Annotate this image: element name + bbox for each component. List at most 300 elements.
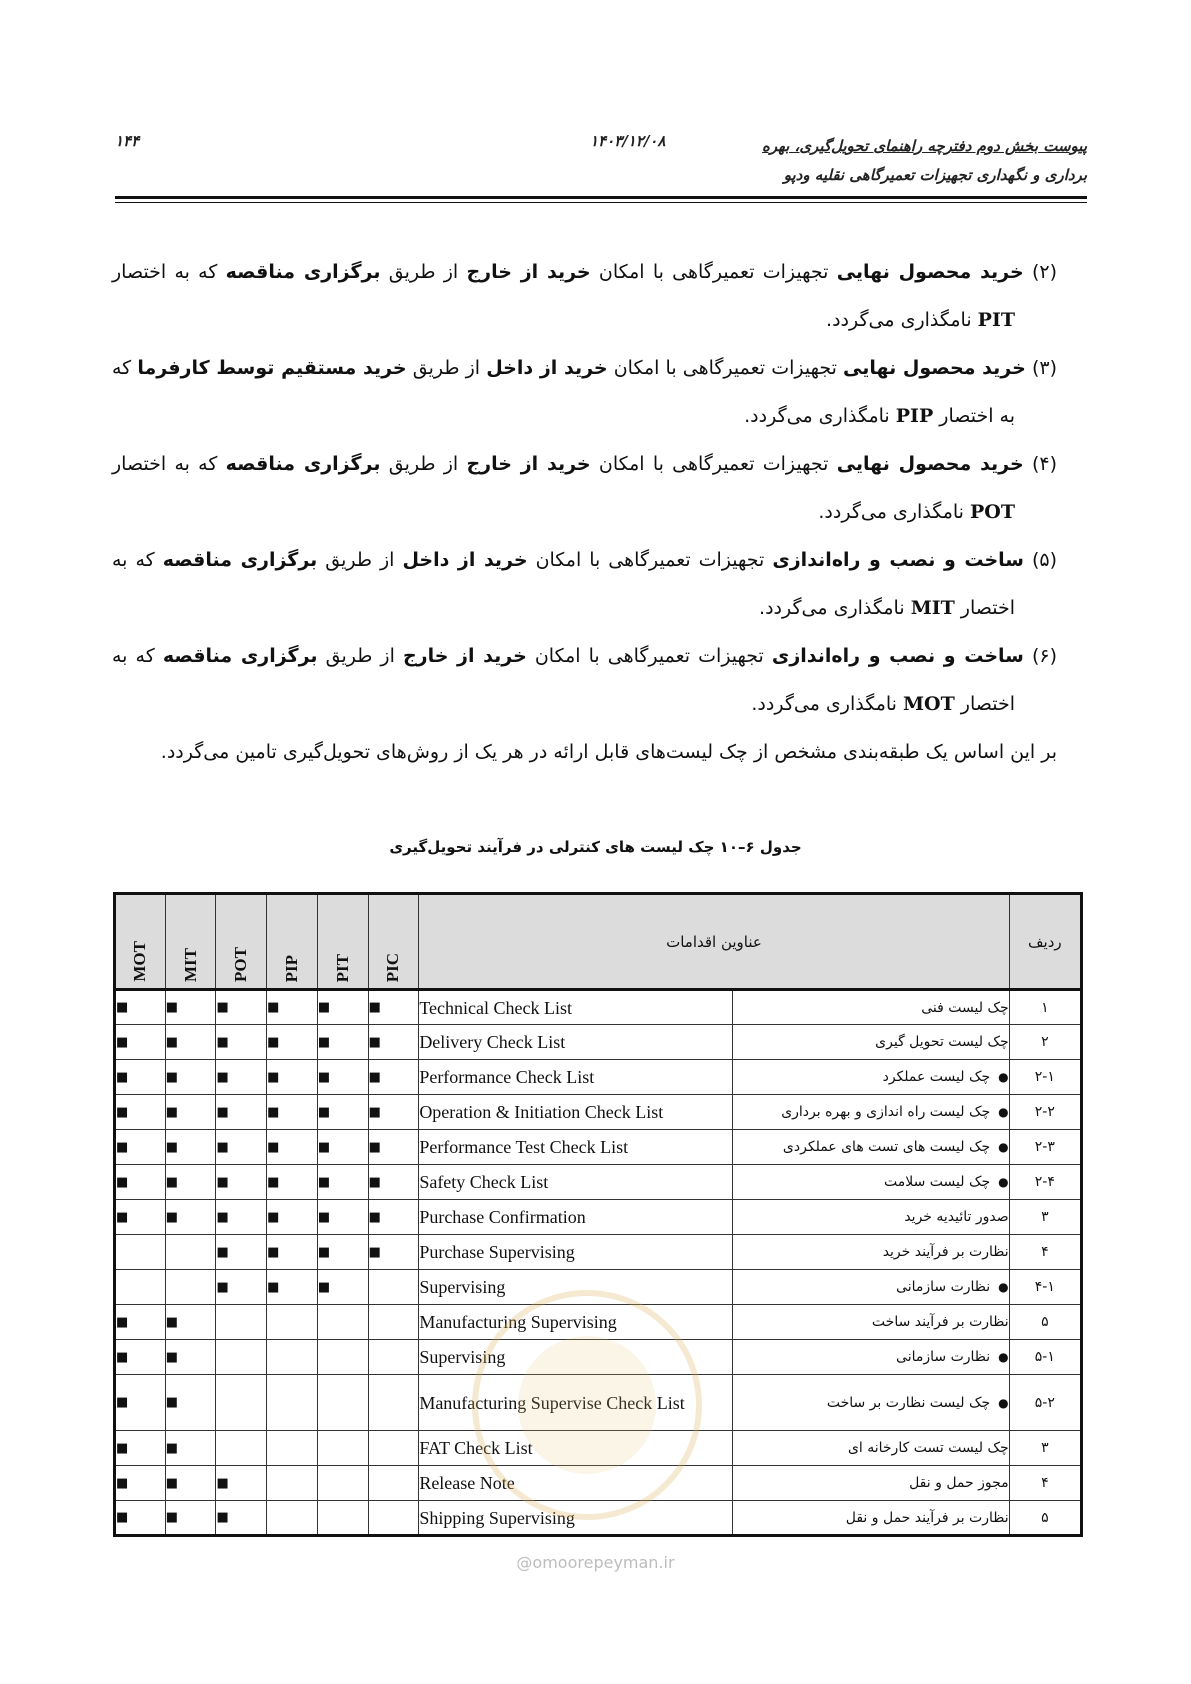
- mark-cell-pit: [317, 1270, 368, 1305]
- mark-cell-pip: [267, 1340, 318, 1375]
- square-mark-icon: ■: [216, 1139, 229, 1155]
- header-cell-pic: [368, 894, 419, 990]
- square-mark-icon: ■: [368, 1174, 381, 1190]
- row-number: ۵-۱: [1009, 1340, 1081, 1375]
- item-bold-subject: ساخت و نصب و راه‌اندازی: [771, 645, 1024, 667]
- item-text: نامگذاری می‌گردد.: [826, 309, 978, 331]
- square-mark-icon: ■: [165, 1069, 179, 1085]
- action-title-persian: [733, 1165, 1009, 1200]
- mark-cell-pot: [216, 990, 267, 1025]
- row-number: ۲-۱: [1009, 1060, 1081, 1095]
- square-mark-icon: ■: [116, 1475, 129, 1491]
- table-row: [115, 1025, 1082, 1060]
- bullet-icon: ●: [998, 1395, 1009, 1410]
- action-title-english: Supervising: [419, 1270, 733, 1305]
- square-mark-icon: ■: [317, 1000, 331, 1015]
- action-title-persian: [733, 1466, 1009, 1501]
- row-number: ۲: [1009, 1025, 1081, 1060]
- mark-cell-pit: [317, 1200, 368, 1235]
- bullet-icon: ●: [998, 1175, 1009, 1189]
- action-title-persian: [733, 1025, 1009, 1060]
- mark-cell-mit: [165, 1375, 216, 1431]
- mark-cell-pic: [368, 1466, 419, 1501]
- item-code: POT: [970, 501, 1015, 523]
- item-space: [1024, 261, 1032, 283]
- mark-cell-pot: [216, 1200, 267, 1235]
- mark-cell-pic: [368, 1501, 419, 1536]
- item-bold-method: برگزاری مناقصه: [162, 549, 318, 571]
- action-title-english: Manufacturing Supervising: [419, 1305, 733, 1340]
- row-number: ۱: [1009, 990, 1081, 1025]
- square-mark-icon: ■: [368, 1244, 381, 1260]
- table-row: [115, 1165, 1082, 1200]
- square-mark-icon: ■: [116, 1000, 129, 1015]
- mark-cell-mot: [115, 1431, 166, 1466]
- action-title-persian-text: چک لیست راه اندازی و بهره برداری: [781, 1104, 991, 1120]
- mark-cell-pit: [317, 1130, 368, 1165]
- header-label-mit: MIT: [180, 948, 200, 982]
- bullet-icon: ●: [998, 1105, 1009, 1119]
- item-code: PIT: [977, 309, 1015, 331]
- square-mark-icon: ■: [116, 1349, 129, 1365]
- action-title-persian-text: صدور تائیدیه خرید: [904, 1209, 1009, 1225]
- action-title-persian: [733, 1200, 1009, 1235]
- row-number: ۲-۴: [1009, 1165, 1081, 1200]
- item-text: از طریق: [380, 453, 467, 475]
- mark-cell-pot: [216, 1305, 267, 1340]
- mark-cell-pip: [267, 1235, 318, 1270]
- mark-cell-mot: [115, 1501, 166, 1536]
- mark-cell-pot: [216, 1235, 267, 1270]
- mark-cell-pip: [267, 1431, 318, 1466]
- action-title-persian: [733, 990, 1009, 1025]
- action-title-persian-text: نظارت سازمانی: [896, 1279, 991, 1295]
- mark-cell-pip: [267, 990, 318, 1025]
- mark-cell-mit: [165, 1200, 216, 1235]
- action-title-english: Technical Check List: [419, 990, 733, 1025]
- square-mark-icon: ■: [317, 1279, 331, 1295]
- mark-cell-pip: [267, 1095, 318, 1130]
- action-title-persian-text: نظارت بر فرآیند حمل و نقل: [845, 1509, 1009, 1526]
- row-number: ۵-۲: [1009, 1375, 1081, 1431]
- header-rule-thin: [115, 202, 1087, 203]
- item-bold-source: خرید از خارج: [466, 261, 591, 283]
- mark-cell-pic: [368, 1025, 419, 1060]
- mark-cell-mit: [165, 1060, 216, 1095]
- action-title-persian: [733, 1340, 1009, 1375]
- square-mark-icon: ■: [116, 1314, 129, 1330]
- square-mark-icon: ■: [216, 1034, 229, 1050]
- mark-cell-pit: [317, 1466, 368, 1501]
- action-title-persian: [733, 1060, 1009, 1095]
- mark-cell-mot: [115, 1235, 166, 1270]
- table-row: [115, 990, 1082, 1025]
- item-text: که به اختصار: [112, 645, 1015, 715]
- mark-cell-pit: [317, 1165, 368, 1200]
- header-cell-mot: [115, 894, 166, 990]
- mark-cell-pic: [368, 1130, 419, 1165]
- header-cell-mit: [165, 894, 216, 990]
- square-mark-icon: ■: [216, 1244, 229, 1260]
- item-code: MIT: [910, 597, 955, 619]
- square-mark-icon: ■: [165, 1034, 179, 1050]
- header-cell-pip: [267, 894, 318, 990]
- header-label-pic: PIC: [383, 952, 403, 982]
- action-title-english: FAT Check List: [419, 1431, 733, 1466]
- item-bold-method: برگزاری مناقصه: [225, 261, 381, 283]
- square-mark-icon: ■: [368, 1104, 381, 1120]
- square-mark-icon: ■: [317, 1174, 331, 1190]
- mark-cell-pit: [317, 1305, 368, 1340]
- square-mark-icon: ■: [368, 1000, 381, 1015]
- summary-paragraph: بر این اساس یک طبقه‌بندی مشخص از چک لیست‌های قابل ارائه در هر یک از روش‌های تحویل‌گیری تامین می‌گردد.: [160, 741, 1057, 763]
- mark-cell-pic: [368, 1340, 419, 1375]
- mark-cell-mot: [115, 1060, 166, 1095]
- action-title-persian-text: نظارت بر فرآیند ساخت: [871, 1314, 1009, 1330]
- mark-cell-mit: [165, 1305, 216, 1340]
- square-mark-icon: ■: [317, 1139, 331, 1155]
- item-bold-source: خرید از خارج: [402, 645, 527, 667]
- mark-cell-mit: [165, 1165, 216, 1200]
- mark-cell-pic: [368, 1375, 419, 1431]
- bullet-icon: ●: [998, 1070, 1009, 1084]
- square-mark-icon: ■: [267, 1279, 280, 1295]
- action-title-persian-text: چک لیست تحویل گیری: [875, 1034, 1009, 1050]
- item-bold-method: برگزاری مناقصه: [225, 453, 381, 475]
- square-mark-icon: ■: [116, 1174, 129, 1190]
- square-mark-icon: ■: [165, 1104, 179, 1120]
- header-cell-actions-title: عناوین اقدامات: [419, 894, 1009, 990]
- item-text: از طریق: [380, 261, 467, 283]
- square-mark-icon: ■: [116, 1209, 129, 1225]
- action-title-english: Performance Test Check List: [419, 1130, 733, 1165]
- list-item: [112, 536, 1057, 632]
- action-title-persian-text: چک لیست سلامت: [884, 1174, 991, 1190]
- item-text: نامگذاری می‌گردد.: [744, 405, 896, 427]
- row-number: ۲-۲: [1009, 1095, 1081, 1130]
- mark-cell-mit: [165, 1431, 216, 1466]
- action-title-persian: [733, 1305, 1009, 1340]
- square-mark-icon: ■: [267, 1209, 280, 1225]
- bullet-icon: ●: [998, 1140, 1009, 1154]
- document-title-line1: پیوست بخش دوم دفترچه راهنمای تحویل‌گیری، بهره: [762, 137, 1087, 155]
- action-title-persian-text: چک لیست تست کارخانه ای: [847, 1440, 1009, 1456]
- action-title-english: Release Note: [419, 1466, 733, 1501]
- header-cell-pot: [216, 894, 267, 990]
- mark-cell-pip: [267, 1200, 318, 1235]
- item-text: نامگذاری می‌گردد.: [759, 597, 911, 619]
- item-text: تجهیزات تعمیرگاهی با امکان: [590, 261, 837, 283]
- square-mark-icon: ■: [317, 1069, 331, 1085]
- row-number: ۴-۱: [1009, 1270, 1081, 1305]
- item-space: [1024, 549, 1032, 571]
- square-mark-icon: ■: [116, 1440, 129, 1456]
- header-label-pot: POT: [231, 947, 251, 982]
- header-rule-thick: [115, 196, 1087, 199]
- item-text: از طریق: [317, 549, 403, 571]
- item-number: (۵): [1031, 549, 1058, 571]
- mark-cell-pic: [368, 1235, 419, 1270]
- mark-cell-pot: [216, 1165, 267, 1200]
- item-text: نامگذاری می‌گردد.: [818, 501, 971, 523]
- square-mark-icon: ■: [165, 1314, 179, 1330]
- item-text: تجهیزات تعمیرگاهی با امکان: [607, 357, 844, 379]
- mark-cell-pip: [267, 1025, 318, 1060]
- square-mark-icon: ■: [368, 1034, 381, 1050]
- square-mark-icon: ■: [317, 1209, 331, 1225]
- mark-cell-pot: [216, 1466, 267, 1501]
- action-title-persian-text: چک لیست نظارت بر ساخت: [826, 1394, 991, 1411]
- header-label-pit: PIT: [332, 953, 352, 982]
- square-mark-icon: ■: [317, 1244, 331, 1260]
- mark-cell-pot: [216, 1130, 267, 1165]
- header-cell-pit: [317, 894, 368, 990]
- mark-cell-pit: [317, 1431, 368, 1466]
- mark-cell-mot: [115, 1200, 166, 1235]
- header-cell-row-number: ردیف: [1009, 894, 1081, 990]
- action-title-english: Shipping Supervising: [419, 1501, 733, 1536]
- mark-cell-pit: [317, 1060, 368, 1095]
- mark-cell-mot: [115, 1130, 166, 1165]
- square-mark-icon: ■: [116, 1395, 129, 1410]
- page-header: [115, 128, 1087, 188]
- mark-cell-pot: [216, 1095, 267, 1130]
- mark-cell-pip: [267, 1375, 318, 1431]
- action-title-persian: [733, 1431, 1009, 1466]
- item-bold-source: خرید از داخل: [402, 549, 528, 571]
- mark-cell-mit: [165, 1501, 216, 1536]
- item-text: که به اختصار: [112, 357, 1015, 427]
- header-label-mot: MOT: [130, 941, 150, 982]
- square-mark-icon: ■: [165, 1475, 179, 1491]
- square-mark-icon: ■: [368, 1139, 381, 1155]
- square-mark-icon: ■: [165, 1349, 179, 1365]
- row-number: ۳: [1009, 1431, 1081, 1466]
- mark-cell-mot: [115, 1095, 166, 1130]
- mark-cell-mit: [165, 1130, 216, 1165]
- action-title-persian: [733, 1501, 1009, 1536]
- mark-cell-mit: [165, 1466, 216, 1501]
- mark-cell-pic: [368, 1431, 419, 1466]
- action-title-english: Safety Check List: [419, 1165, 733, 1200]
- square-mark-icon: ■: [216, 1475, 229, 1491]
- square-mark-icon: ■: [216, 1209, 229, 1225]
- action-title-persian-text: نظارت سازمانی: [896, 1349, 991, 1365]
- row-number: ۴: [1009, 1235, 1081, 1270]
- mark-cell-pip: [267, 1165, 318, 1200]
- item-text: که به اختصار: [112, 453, 226, 475]
- table-row: [115, 1060, 1082, 1095]
- mark-cell-mot: [115, 1340, 166, 1375]
- table-caption: جدول ۶–۱۰ چک لیست های کنترلی در فرآیند تحویل‌گیری: [389, 838, 802, 856]
- action-title-persian: [733, 1235, 1009, 1270]
- square-mark-icon: ■: [165, 1000, 179, 1015]
- item-bold-subject: خرید محصول نهایی: [843, 357, 1026, 379]
- page-number: ۱۴۴: [115, 132, 140, 150]
- mark-cell-pot: [216, 1025, 267, 1060]
- action-title-english: Supervising: [419, 1340, 733, 1375]
- document-title-line2: برداری و نگهداری تجهیزات تعمیرگاهی نقلیه ودپو: [783, 166, 1087, 184]
- item-bold-subject: ساخت و نصب و راه‌اندازی: [772, 549, 1024, 571]
- square-mark-icon: ■: [116, 1510, 129, 1525]
- mark-cell-pip: [267, 1270, 318, 1305]
- item-code: MOT: [903, 693, 955, 715]
- item-text: نامگذاری می‌گردد.: [751, 693, 904, 715]
- mark-cell-mot: [115, 1165, 166, 1200]
- action-title-persian-text: چک لیست فنی: [921, 999, 1009, 1016]
- mark-cell-pit: [317, 1095, 368, 1130]
- mark-cell-pip: [267, 1501, 318, 1536]
- square-mark-icon: ■: [267, 1000, 280, 1015]
- square-mark-icon: ■: [267, 1069, 280, 1085]
- row-number: ۳: [1009, 1200, 1081, 1235]
- mark-cell-mit: [165, 1025, 216, 1060]
- mark-cell-pic: [368, 1095, 419, 1130]
- watermark-site: @omoorepeyman.ir: [516, 1553, 675, 1572]
- mark-cell-mot: [115, 1305, 166, 1340]
- row-number: ۵: [1009, 1501, 1081, 1536]
- square-mark-icon: ■: [216, 1279, 229, 1295]
- list-item: [112, 248, 1057, 344]
- mark-cell-pit: [317, 1340, 368, 1375]
- square-mark-icon: ■: [165, 1510, 179, 1525]
- item-number: (۴): [1031, 453, 1058, 475]
- square-mark-icon: ■: [165, 1440, 179, 1456]
- item-number: (۶): [1031, 645, 1058, 667]
- mark-cell-mot: [115, 1466, 166, 1501]
- list-item: [112, 632, 1057, 728]
- mark-cell-mot: [115, 1025, 166, 1060]
- square-mark-icon: ■: [116, 1069, 129, 1085]
- item-text: تجهیزات تعمیرگاهی با امکان: [527, 549, 773, 571]
- mark-cell-pit: [317, 1501, 368, 1536]
- item-bold-source: خرید از خارج: [466, 453, 591, 475]
- table-header-row: [115, 894, 1082, 990]
- mark-cell-pit: [317, 1235, 368, 1270]
- table-row: [115, 1235, 1082, 1270]
- square-mark-icon: ■: [216, 1069, 229, 1085]
- list-item: [112, 344, 1057, 440]
- mark-cell-pit: [317, 990, 368, 1025]
- mark-cell-pip: [267, 1060, 318, 1095]
- table-row: [115, 1200, 1082, 1235]
- mark-cell-pic: [368, 1270, 419, 1305]
- bullet-icon: ●: [998, 1280, 1009, 1294]
- square-mark-icon: ■: [116, 1034, 129, 1050]
- mark-cell-pot: [216, 1270, 267, 1305]
- mark-cell-mot: [115, 990, 166, 1025]
- item-text: از طریق: [406, 357, 487, 379]
- mark-cell-pit: [317, 1025, 368, 1060]
- mark-cell-pip: [267, 1130, 318, 1165]
- square-mark-icon: ■: [368, 1209, 381, 1225]
- mark-cell-pic: [368, 1305, 419, 1340]
- mark-cell-pit: [317, 1375, 368, 1431]
- square-mark-icon: ■: [267, 1139, 280, 1155]
- document-date: ۱۴۰۳/۱۲/۰۸: [590, 132, 666, 150]
- square-mark-icon: ■: [165, 1209, 179, 1225]
- action-title-persian: [733, 1130, 1009, 1165]
- square-mark-icon: ■: [267, 1174, 280, 1190]
- mark-cell-pip: [267, 1305, 318, 1340]
- action-title-english: Performance Check List: [419, 1060, 733, 1095]
- item-bold-subject: خرید محصول نهایی: [836, 453, 1024, 475]
- square-mark-icon: ■: [216, 1104, 229, 1120]
- mark-cell-pot: [216, 1340, 267, 1375]
- item-text: تجهیزات تعمیرگاهی با امکان: [590, 453, 837, 475]
- square-mark-icon: ■: [267, 1104, 280, 1120]
- item-bold-method: برگزاری مناقصه: [162, 645, 318, 667]
- mark-cell-mot: [115, 1270, 166, 1305]
- square-mark-icon: ■: [267, 1034, 280, 1050]
- mark-cell-mit: [165, 1340, 216, 1375]
- bullet-icon: ●: [998, 1350, 1009, 1364]
- table-row: [115, 1130, 1082, 1165]
- square-mark-icon: ■: [216, 1510, 229, 1525]
- mark-cell-pot: [216, 1060, 267, 1095]
- action-title-english: Manufacturing Supervise Check List: [419, 1375, 733, 1431]
- mark-cell-pot: [216, 1375, 267, 1431]
- square-mark-icon: ■: [317, 1034, 331, 1050]
- header-label-pip: PIP: [282, 954, 302, 982]
- mark-cell-mit: [165, 1270, 216, 1305]
- square-mark-icon: ■: [165, 1139, 179, 1155]
- mark-cell-pic: [368, 1060, 419, 1095]
- item-space: [1024, 645, 1032, 667]
- action-title-english: Purchase Confirmation: [419, 1200, 733, 1235]
- watermark-seal: [472, 1290, 702, 1520]
- item-bold-subject: خرید محصول نهایی: [836, 261, 1024, 283]
- document-title: [727, 132, 1087, 190]
- square-mark-icon: ■: [216, 1000, 229, 1015]
- mark-cell-pot: [216, 1431, 267, 1466]
- square-mark-icon: ■: [116, 1104, 129, 1120]
- action-title-persian-text: نظارت بر فرآیند خرید: [882, 1244, 1009, 1260]
- square-mark-icon: ■: [165, 1174, 179, 1190]
- row-number: ۵: [1009, 1305, 1081, 1340]
- item-text: تجهیزات تعمیرگاهی با امکان: [526, 645, 772, 667]
- body-text: [112, 248, 1057, 776]
- item-code: PIP: [895, 405, 934, 427]
- mark-cell-mit: [165, 1095, 216, 1130]
- action-title-persian: [733, 1270, 1009, 1305]
- action-title-english: Purchase Supervising: [419, 1235, 733, 1270]
- mark-cell-pot: [216, 1501, 267, 1536]
- action-title-english: Delivery Check List: [419, 1025, 733, 1060]
- item-text: که به اختصار: [112, 261, 226, 283]
- square-mark-icon: ■: [216, 1174, 229, 1190]
- mark-cell-pic: [368, 990, 419, 1025]
- mark-cell-mit: [165, 990, 216, 1025]
- action-title-persian: [733, 1375, 1009, 1431]
- item-number: (۲): [1031, 261, 1058, 283]
- mark-cell-pip: [267, 1466, 318, 1501]
- action-title-persian-text: مجوز حمل و نقل: [909, 1475, 1009, 1491]
- square-mark-icon: ■: [317, 1104, 331, 1120]
- item-text: که به اختصار: [112, 549, 1015, 619]
- mark-cell-mit: [165, 1235, 216, 1270]
- mark-cell-pic: [368, 1165, 419, 1200]
- row-number: ۴: [1009, 1466, 1081, 1501]
- item-text: از طریق: [317, 645, 403, 667]
- item-space: [1024, 453, 1032, 475]
- item-bold-source: خرید از داخل: [486, 357, 608, 379]
- row-number: ۲-۳: [1009, 1130, 1081, 1165]
- square-mark-icon: ■: [165, 1395, 179, 1410]
- table-row: [115, 1095, 1082, 1130]
- action-title-persian-text: چک لیست های تست های عملکردی: [782, 1139, 991, 1155]
- square-mark-icon: ■: [368, 1069, 381, 1085]
